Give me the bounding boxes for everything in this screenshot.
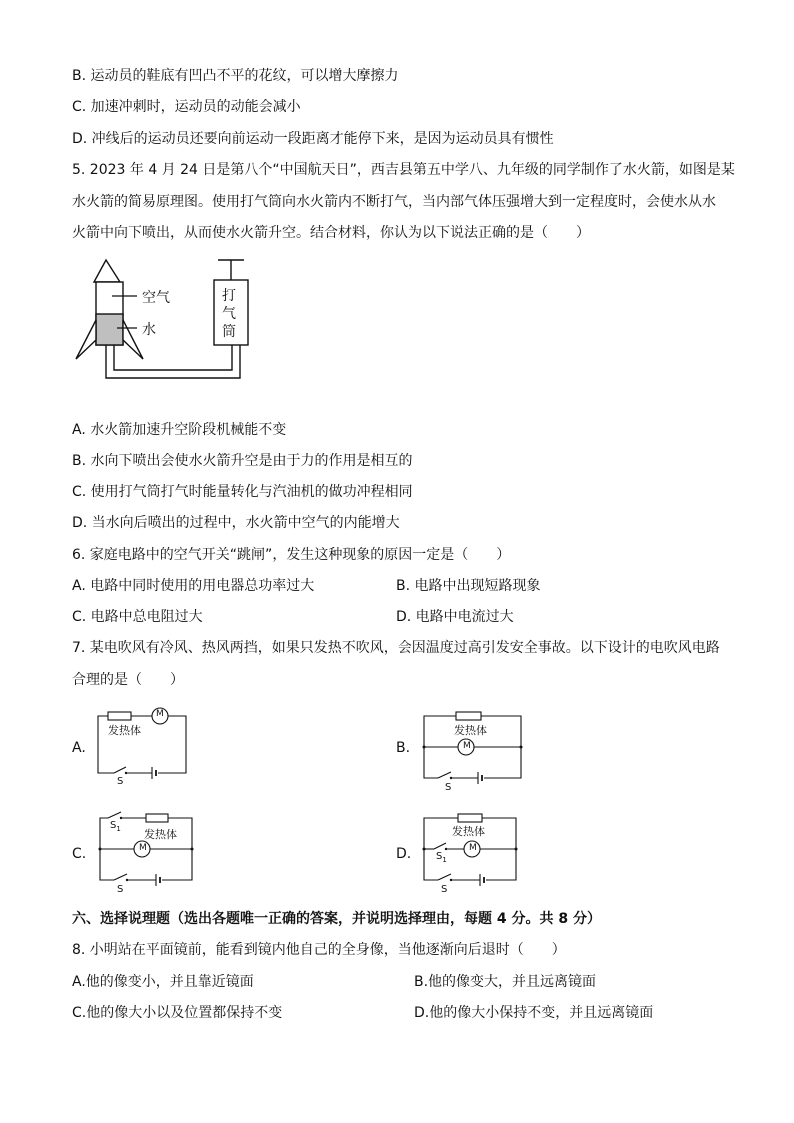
water-label: 水	[142, 322, 156, 338]
pump-label-3: 筒	[222, 324, 236, 340]
circuit-b	[418, 706, 528, 791]
switch-label-c: S	[117, 884, 124, 895]
q4-option-d: D. 冲线后的运动员还要向前运动一段距离才能停下来，是因为运动员具有惯性	[72, 131, 554, 147]
q4-option-b: B. 运动员的鞋底有凹凸不平的花纹，可以增大摩擦力	[72, 68, 399, 84]
switch-s	[438, 874, 451, 880]
q5-option-b: B. 水向下喷出会使水火箭升空是由于力的作用是相互的	[72, 453, 413, 469]
heater-label-b: 发热体	[454, 724, 487, 737]
switch-s1	[108, 812, 121, 818]
q7-label-a: A.	[72, 740, 86, 756]
q5-stem-line3: 火箭中向下喷出，从而使水火箭升空。结合材料，你认为以下说法正确的是（ ）	[72, 225, 590, 241]
motor-label-b: M	[463, 741, 471, 751]
pump-label-2: 气	[222, 306, 236, 322]
switch1-label-c: $S_1$	[110, 820, 121, 833]
q7-label-d: D.	[396, 846, 412, 862]
heater-resistor	[456, 712, 481, 720]
q5-option-a: A. 水火箭加速升空阶段机械能不变	[72, 422, 287, 438]
q6-option-a: A. 电路中同时使用的用电器总功率过大	[72, 578, 315, 594]
circuit-a	[94, 703, 194, 788]
hose-outer	[106, 345, 240, 378]
switch-label-b: S	[445, 782, 452, 793]
q4-option-c: C. 加速冲刺时，运动员的动能会减小	[72, 99, 301, 115]
rocket-left-fin	[76, 320, 96, 359]
q8-stem: 8. 小明站在平面镜前，能看到镜内他自己的全身像，当他逐渐向后退时（ ）	[72, 942, 566, 958]
motor-label-c: M	[139, 843, 147, 853]
q7-label-c: C.	[72, 846, 87, 862]
q8-option-a: A.他的像变小，并且靠近镜面	[72, 974, 254, 990]
q6-stem: 6. 家庭电路中的空气开关“跳闸”，发生这种现象的原因一定是（ ）	[72, 547, 511, 563]
q7-label-b: B.	[396, 740, 411, 756]
heater-resistor	[146, 814, 168, 822]
pump-label-1: 打	[222, 288, 236, 304]
switch-s1	[434, 843, 446, 849]
q7-stem-line2: 合理的是（ ）	[72, 672, 184, 688]
q8-option-b: B.他的像变大，并且远离镜面	[414, 974, 597, 990]
q8-option-d: D.他的像大小保持不变，并且远离镜面	[414, 1005, 654, 1021]
q6-option-b: B. 电路中出现短路现象	[396, 578, 541, 594]
heater-resistor	[108, 712, 131, 720]
q5-option-c: C. 使用打气筒打气时能量转化与汽油机的做功冲程相同	[72, 484, 413, 500]
switch-s	[438, 772, 451, 778]
switch-s	[114, 767, 126, 773]
q6-option-d: D. 电路中电流过大	[396, 609, 514, 625]
heater-resistor	[458, 814, 482, 822]
rocket-right-fin	[123, 320, 143, 359]
q8-option-c: C.他的像大小以及位置都保持不变	[72, 1005, 283, 1021]
q5-stem-line1: 5. 2023 年 4 月 24 日是第八个“中国航天日”，西吉县第五中学八、九年级的同学制作了水火箭，如图是某	[72, 162, 735, 178]
section-heading: 六、选择说理题（选出各题唯一正确的答案，并说明选择理由，每题 4 分。共 8 分）	[72, 911, 601, 927]
heater-label-c: 发热体	[144, 828, 177, 841]
motor-label-d: M	[469, 843, 477, 853]
air-label: 空气	[142, 290, 170, 306]
switch-label-d: S	[441, 884, 448, 895]
switch1-label-d: $S_1$	[436, 851, 447, 864]
heater-label-a: 发热体	[108, 724, 141, 737]
switch-label-a: S	[117, 776, 124, 787]
rocket-water	[96, 314, 123, 345]
motor-label-a: M	[156, 709, 164, 719]
switch-s	[114, 874, 127, 880]
q5-option-d: D. 当水向后喷出的过程中，水火箭中空气的内能增大	[72, 515, 400, 531]
heater-label-d: 发热体	[452, 825, 485, 838]
q5-stem-line2: 水火箭的简易原理图。使用打气筒向水火箭内不断打气，当内部气体压强增大到一定程度时，会使水从水	[72, 194, 716, 210]
q7-stem-line1: 7. 某电吹风有冷风、热风两挡，如果只发热不吹风，会因温度过高引发安全事故。以下设计的电吹风电路	[72, 640, 720, 656]
q6-option-c: C. 电路中总电阻过大	[72, 609, 203, 625]
rocket-nose	[94, 260, 120, 282]
